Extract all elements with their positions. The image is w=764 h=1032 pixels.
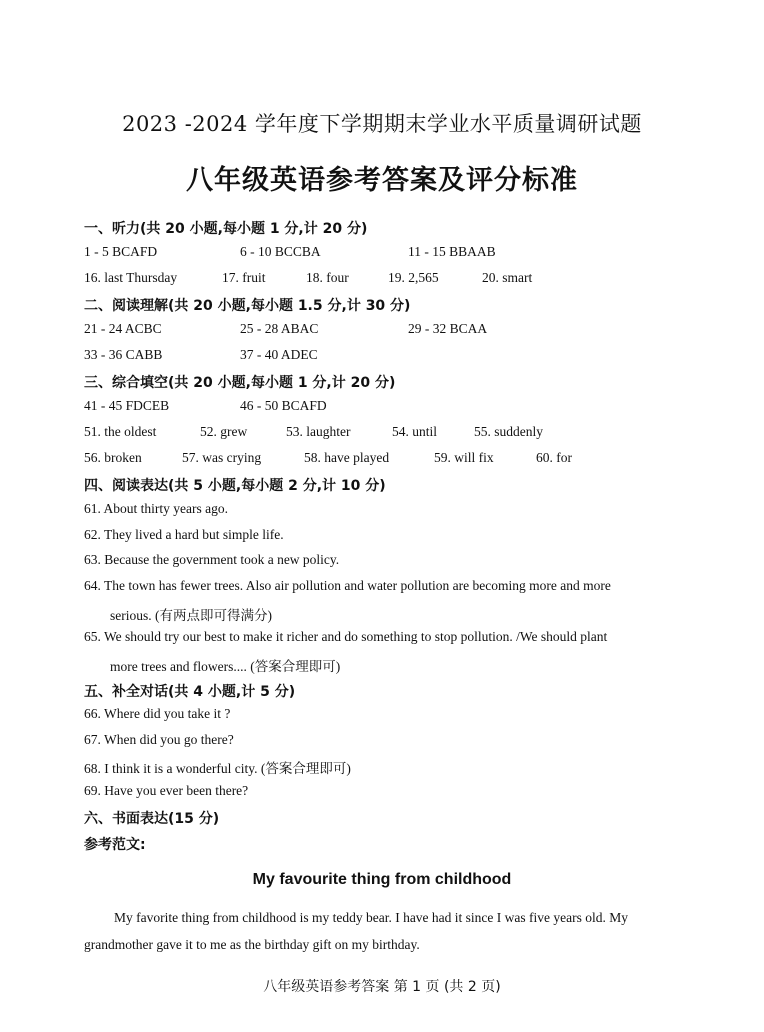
answer-range: 21 - 24 ACBC <box>84 321 162 336</box>
essay-paragraph: My favorite thing from childhood is my teddy bear. I have had it since I was five years old. My grandmother gave it to me as the birthday gift on my birthday. <box>84 910 629 952</box>
page-title: 八年级英语参考答案及评分标准 <box>186 165 578 196</box>
answer-item: 16. last Thursday <box>84 270 178 285</box>
answer-range: 33 - 36 CABB <box>84 347 163 362</box>
answer-range: 11 - 15 BBAAB <box>408 244 496 259</box>
answer-item: 65. We should try our best to make it richer and do something to stop pollution. /We should plant <box>84 629 608 644</box>
section-reading-heading: 二、阅读理解(共 20 小题,每小题 1.5 分,计 30 分) <box>84 298 411 314</box>
exam-title: 2023 -2024 学年度下学期期末学业水平质量调研试题 <box>122 112 642 136</box>
section-listening-heading: 一、听力(共 20 小题,每小题 1 分,计 20 分) <box>84 221 368 237</box>
section-cloze-heading: 三、综合填空(共 20 小题,每小题 1 分,计 20 分) <box>84 375 396 391</box>
page-footer: 八年级英语参考答案 第 1 页 (共 2 页) <box>263 979 501 995</box>
answer-item-continued: serious. (有两点即可得满分) <box>110 608 272 623</box>
answer-range: 1 - 5 BCAFD <box>84 244 158 259</box>
answer-item: 55. suddenly <box>474 424 543 439</box>
answer-item-continued: more trees and flowers.... (答案合理即可) <box>110 659 341 674</box>
answer-item: 64. The town has fewer trees. Also air pollution and water pollution are becoming more and more <box>84 578 611 593</box>
answer-item: 59. will fix <box>434 450 494 465</box>
answer-range: 29 - 32 BCAA <box>408 321 488 336</box>
answer-item: 19. 2,565 <box>388 270 439 285</box>
answer-range: 41 - 45 FDCEB <box>84 398 170 413</box>
answer-item: 17. fruit <box>222 270 266 285</box>
sample-essay-label: 参考范文: <box>84 837 146 853</box>
answer-range: 46 - 50 BCAFD <box>240 398 327 413</box>
answer-item: 66. Where did you take it ? <box>84 706 231 721</box>
answer-item: 52. grew <box>200 424 248 439</box>
answer-item: 18. four <box>306 270 349 285</box>
section-reading-expression-heading: 四、阅读表达(共 5 小题,每小题 2 分,计 10 分) <box>84 478 386 494</box>
answer-item: 61. About thirty years ago. <box>84 501 228 516</box>
answer-range: 25 - 28 ABAC <box>240 321 319 336</box>
answer-range: 6 - 10 BCCBA <box>240 244 321 259</box>
answer-item: 58. have played <box>304 450 390 465</box>
answer-item: 63. Because the government took a new policy. <box>84 552 340 567</box>
answer-item: 68. I think it is a wonderful city. (答案合理即可) <box>84 761 351 776</box>
answer-item: 54. until <box>392 424 438 439</box>
essay-title: My favourite thing from childhood <box>252 871 512 888</box>
section-dialogue-heading: 五、补全对话(共 4 小题,计 5 分) <box>84 684 296 700</box>
answer-item: 69. Have you ever been there? <box>84 783 249 798</box>
section-writing-heading: 六、书面表达(15 分) <box>84 811 220 827</box>
answer-item: 20. smart <box>482 270 533 285</box>
answer-item: 53. laughter <box>286 424 351 439</box>
answer-range: 37 - 40 ADEC <box>240 347 318 362</box>
answer-item: 51. the oldest <box>84 424 157 439</box>
answer-item: 60. for <box>536 450 572 465</box>
answer-item: 67. When did you go there? <box>84 732 234 747</box>
answer-item: 57. was crying <box>182 450 262 465</box>
answer-item: 62. They lived a hard but simple life. <box>84 527 284 542</box>
answer-item: 56. broken <box>84 450 142 465</box>
